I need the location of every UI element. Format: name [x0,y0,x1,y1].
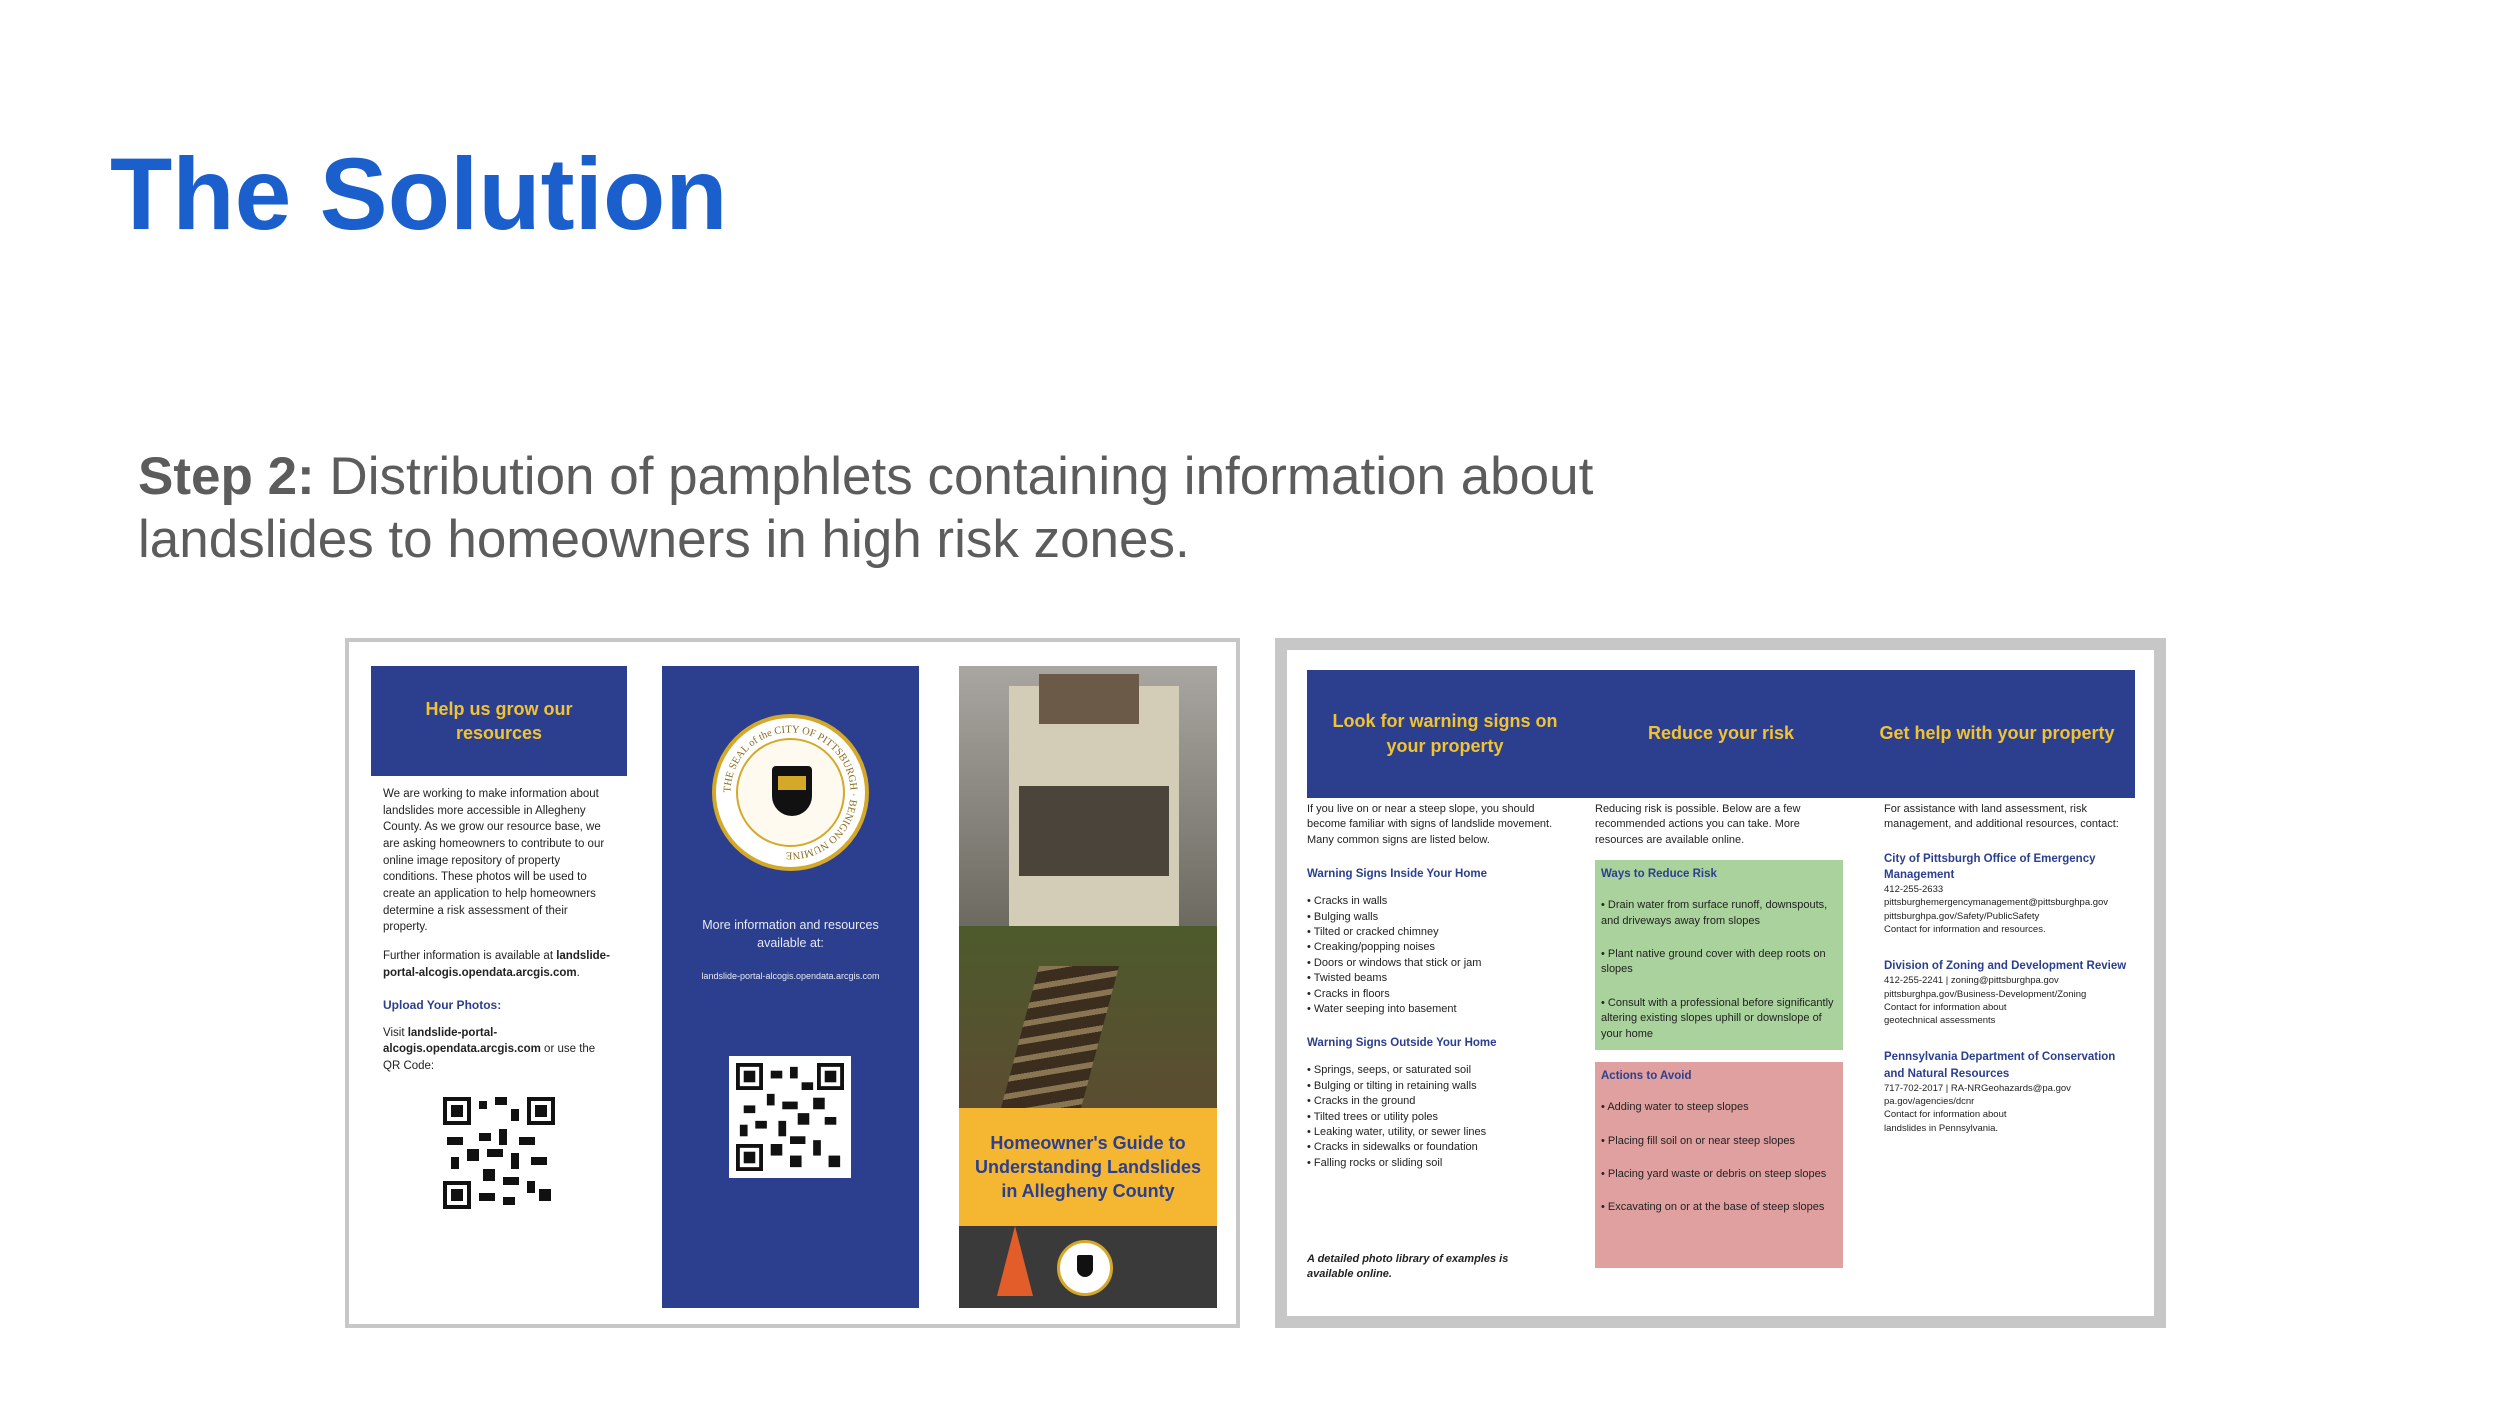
cover-front-panel [959,666,1217,1308]
more-info-text: More information and resources available at: [702,918,879,951]
reduce-risk-box [1595,860,1843,1050]
guide-title: Homeowner's Guide to Understanding Landslides in Allegheny County [959,1108,1217,1226]
actions-avoid-title: Actions to Avoid [1601,1070,1692,1083]
contact-emergency-management: City of Pittsburgh Office of Emergency Management 412-255-2633 pittsburghemergencymanagement@pittsburghpa.gov pittsburghpa.gov/Safety/PublicSafety Contact for information and resources. [1884,852,2109,935]
list-item: • Twisted beams [1307,971,1567,986]
list-item: • Drain water from surface runoff, downspouts, and driveways away from slopes [1601,899,1828,927]
further-link: landslide-portal-alcogis.opendata.arcgis.com [383,950,610,979]
qr-code-icon [729,1056,851,1178]
list-item: • Cracks in sidewalks or foundation [1307,1140,1567,1155]
list-item: • Bulging walls [1307,910,1567,925]
outside-signs-list [1307,1063,1567,1171]
qr-code-icon [443,1097,555,1209]
list-item: • Bulging or tilting in retaining walls [1307,1079,1567,1094]
actions-avoid-box [1595,1062,1843,1268]
seal-text: THE SEAL of the CITY OF PITTSBURGH · BENIGNO NUMINE [722,724,859,861]
help-panel [371,666,627,1308]
further-info: Further information is available at landslide-portal-alcogis.opendata.arcgis.com. [383,950,610,979]
step-text: Distribution of pamphlets containing information about landslides to homeowners in high risk zones. [138,447,1594,569]
header-warning-signs: Look for warning signs on your property [1332,710,1558,756]
list-item: • Falling rocks or sliding soil [1307,1156,1567,1171]
city-seal-icon [712,714,869,871]
traffic-cone-icon [997,1226,1033,1296]
contact-zoning: Division of Zoning and Development Review 412-255-2241 | zoning@pittsburghpa.gov pittsburghpa.gov/Business-Development/Zoning Contact for information about geotechnical assessments [1884,960,2127,1027]
inside-signs-list [1307,894,1567,1017]
list-item: • Excavating on or at the base of steep slopes [1601,1201,1825,1214]
outside-signs-title: Warning Signs Outside Your Home [1307,1037,1497,1050]
help-body: We are working to make information about landslides more accessible in Allegheny County. As we grow our resource base, we are asking homeowners to contribute to our online image repository of property conditions. These photos will be used to create an application to help homeowners determine a risk assessment of their property. [383,788,605,934]
inside-signs-title: Warning Signs Inside Your Home [1307,868,1487,881]
pamphlet-outside-image [345,638,1240,1328]
header-get-help: Get help with your property [1879,723,2115,744]
list-item: • Cracks in floors [1307,987,1567,1002]
visit-link: landslide-portal-alcogis.opendata.arcgis.com [383,1026,541,1056]
list-item: • Plant native ground cover with deep roots on slopes [1601,948,1826,976]
reduce-intro: Reducing risk is possible. Below are a few recommended actions you can take. More resources are available online. [1595,803,1801,846]
list-item: • Doors or windows that stick or jam [1307,956,1567,971]
inside-header-bar [1307,670,2135,798]
upload-title: Upload Your Photos: [383,998,502,1013]
list-item: • Placing yard waste or debris on steep slopes [1601,1168,1827,1181]
get-help-column [1884,802,2136,1157]
list-item: • Placing fill soil on or near steep slopes [1601,1134,1796,1147]
visit-info: Visit landslide-portal-alcogis.opendata.arcgis.com or use the QR Code: [383,1026,596,1073]
cover-back-panel [662,666,919,1308]
warning-intro: If you live on or near a steep slope, you should become familiar with signs of landslide movement. Many common signs are listed below. [1307,803,1553,846]
list-item: • Water seeping into basement [1307,1002,1567,1017]
more-info-url: landslide-portal-alcogis.opendata.arcgis.com [701,971,880,982]
list-item: • Cracks in the ground [1307,1094,1567,1109]
slide-title: The Solution [110,137,728,251]
city-seal-icon [1057,1240,1113,1296]
step-label: Step 2: [138,447,315,506]
help-title: Help us grow our resources [371,666,627,776]
list-item: • Springs, seeps, or saturated soil [1307,1063,1567,1078]
header-reduce-risk: Reduce your risk [1647,723,1795,744]
reduce-risk-column [1595,802,1843,1268]
contact-dcnr: Pennsylvania Department of Conservation and Natural Resources 717-702-2017 | RA-NRGeohazards@pa.gov pa.gov/agencies/dcnr Contact for information about landslides in Pennsylvania. [1884,1051,2116,1134]
list-item: • Creaking/popping noises [1307,940,1567,955]
list-item: • Cracks in walls [1307,894,1567,909]
list-item: • Consult with a professional before significantly altering existing slopes uphill or downslope of your home [1601,996,1834,1040]
pamphlet-inside-image [1275,638,2166,1328]
warning-signs-column [1307,802,1567,1282]
list-item: • Tilted trees or utility poles [1307,1110,1567,1125]
list-item: • Tilted or cracked chimney [1307,925,1567,940]
reduce-risk-title: Ways to Reduce Risk [1601,868,1717,881]
help-intro: For assistance with land assessment, risk management, and additional resources, contact: [1884,803,2119,831]
list-item: • Leaking water, utility, or sewer lines [1307,1125,1567,1140]
list-item: • Adding water to steep slopes [1601,1101,1749,1114]
step-description [138,446,1738,571]
photo-library-note: A detailed photo library of examples is available online. [1307,1253,1509,1281]
